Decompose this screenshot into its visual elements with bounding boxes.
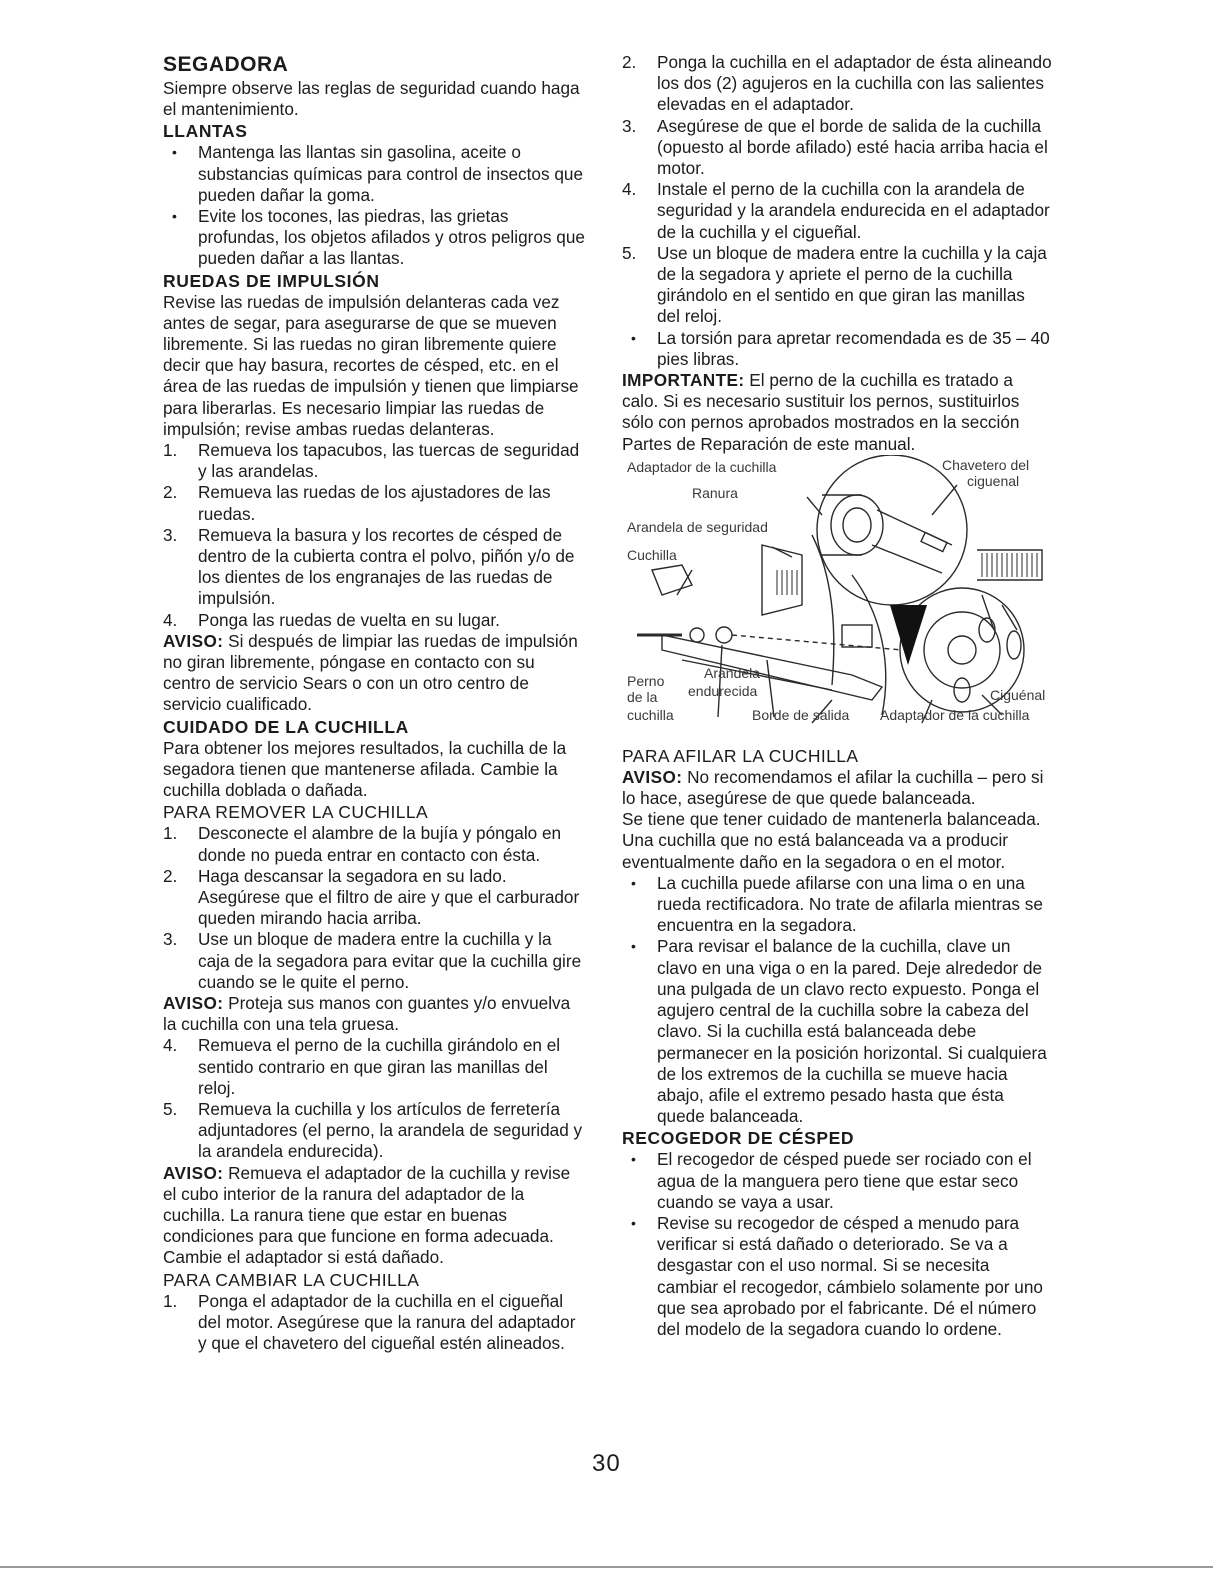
sharpen-notice [622,767,1052,809]
remove-blade-heading: PARA REMOVER LA CUCHILLA [163,802,429,823]
list-item [622,936,1052,1127]
step-number: 3. [163,929,178,950]
blade-assembly-diagram [622,455,1062,745]
ruedas-notice [163,631,586,716]
bullet-icon: • [172,144,177,161]
label-borde-salida: Borde de salida [752,706,850,723]
list-item [163,1035,586,1099]
list-item [622,116,1052,180]
list-item [163,525,586,610]
change-blade-heading: PARA CAMBIAR LA CUCHILLA [163,1269,420,1290]
label-ranura: Ranura [692,484,738,501]
notice-label: AVISO: [163,992,224,1013]
notice-text: No recomendamos el afilar la cuchilla – pero si lo hace, asegúrese de que quede balanceada. [622,766,1044,809]
step-number: 5. [622,242,637,263]
notice-label: AVISO: [163,1162,224,1183]
balance-paragraph: Se tiene que tener cuidado de mantenerla balanceada. Una cuchilla que no está balanceada va a producir eventualmente daño en la segadora o en el motor. [622,809,1041,872]
list-item [163,866,586,930]
step-text: Remueva los tapacubos, las tuercas de seguridad y las arandelas. [198,440,580,482]
list-item [622,873,1052,937]
right-column [622,52,1052,1340]
step-text: Ponga el adaptador de la cuchilla en el cigueñal del motor. Asegúrese que la ranura del adaptador y que el chavetero del cigueñal estén alineados. [198,1290,576,1353]
bullet-text: Evite los tocones, las piedras, las grietas profundas, los objetos afilados y otros peligros que pueden dañar a las llantas. [198,206,585,269]
list-item [622,243,1052,328]
label-chavetero-line2: ciguenal [967,472,1020,489]
label-perno-line2: de la [627,688,658,705]
label-adaptador-bottom: Adaptador de la cuchilla [880,706,1030,723]
list-item [622,1149,1052,1213]
bullet-text: Mantenga las llantas sin gasolina, aceite o substancias químicas para control de insectos que pueden dañar la goma. [198,142,584,205]
list-item [163,482,586,524]
step-text: Remueva el perno de la cuchilla girándolo en el sentido contrario en que giran las manillas del reloj. [198,1035,561,1098]
step-number: 1. [163,823,178,844]
step-text: Remueva la basura y los recortes de césped de dentro de la cubierta contra el polvo, piñón y/o de los dientes de los engranajes de las ruedas de impulsión. [198,524,575,609]
step-text: Remueva la cuchilla y los artículos de ferretería adjuntadores (el perno, la arandela de seguridad y la arandela endurecida). [198,1098,583,1162]
label-perno-line3: cuchilla [627,706,674,723]
step-number: 1. [163,440,178,461]
recogedor-heading: RECOGEDOR DE CÉSPED [622,1128,855,1149]
list-item [163,823,586,865]
bullet-icon: • [631,874,636,891]
important-label: IMPORTANTE: [622,370,745,391]
list-item [163,440,586,482]
step-text: Use un bloque de madera entre la cuchilla y la caja de la segadora y apriete el perno de la cuchilla girándolo en el sentido en que giran las manillas del reloj. [657,242,1047,327]
important-text: El perno de la cuchilla es tratado a calo. Si es necesario sustituir los pernos, sustituirlos sólo con pernos aprobados mostrados en la sección Partes de Reparación de este manual. [622,370,1020,454]
step-text: Remueva las ruedas de los ajustadores de las ruedas. [198,482,551,524]
label-arandela-seguridad: Arandela de seguridad [627,518,768,535]
label-cuchilla: Cuchilla [627,546,677,563]
bullet-icon: • [172,208,177,225]
list-item [163,610,586,631]
ruedas-intro: Revise las ruedas de impulsión delanteras cada vez antes de segar, para asegurarse de que se mueven libremente. Si las ruedas no giran libremente quiere decir que hay basura, recortes de césped, etc. en el área de las ruedas de impulsión y tienen que limpiarse para liberarlas. Es necesario limpiar las ruedas de impulsión; revise ambas ruedas delanteras. [163,291,579,439]
step-number: 4. [622,179,637,200]
list-item [622,52,1052,116]
bullet-icon: • [631,329,636,346]
bullet-text: Revise su recogedor de césped a menudo para verificar si está dañado o deteriorado. Se va a desgastar con el uso normal. Si se necesita cambiar el recogedor, cámbielo solamente por uno que sea aprobado por el fabricante. Dé el número del modelo de la segadora cuando lo ordene. [657,1212,1043,1339]
step-number: 2. [163,865,178,886]
step-text: Use un bloque de madera entre la cuchilla y la caja de la segadora para evitar que la cuchilla gire cuando se le quite el perno. [198,929,582,992]
step-number: 3. [163,524,178,545]
adapter-notice [163,1163,586,1269]
bullet-icon: • [631,938,636,955]
label-adaptador-top: Adaptador de la cuchilla [627,458,777,475]
list-item [163,929,586,993]
bullet-icon: • [631,1214,636,1231]
label-perno-line1: Perno [627,672,665,689]
step-number: 1. [163,1290,178,1311]
bullet-text: El recogedor de césped puede ser rociado con el agua de la manguera pero tiene que estar seco cuando se vaya a usar. [657,1149,1032,1212]
label-ciguenal: Ciguénal [990,686,1046,703]
label-arandela-endurecida-line2: endurecida [688,682,758,699]
list-item [622,328,1052,370]
notice-text: Remueva el adaptador de la cuchilla y revise el cubo interior de la ranura del adaptador de la cuchilla. La ranura tiene que estar en buenas condiciones para que funcione en forma adecuada. Cambie el adaptador si está dañado. [163,1162,571,1268]
sharpen-heading: PARA AFILAR LA CUCHILLA [622,745,859,766]
step-number: 2. [622,52,637,72]
gloves-notice [163,993,586,1035]
step-text: Desconecte el alambre de la bujía y póngalo en donde no pueda entrar en contacto con ésta. [198,823,562,865]
notice-text: Si después de limpiar las ruedas de impulsión no giran libremente, póngase en contacto con su centro de servicio Sears o con un otro centro de servicio cualificado. [163,630,578,715]
step-number: 4. [163,1035,178,1056]
ruedas-heading: RUEDAS DE IMPULSIÓN [163,270,380,291]
section-title: SEGADORA [163,53,289,76]
list-item [163,1291,586,1355]
step-number: 4. [163,609,178,630]
llantas-heading: LLANTAS [163,121,248,142]
notice-label: AVISO: [163,630,224,651]
bullet-icon: • [631,1151,636,1168]
page-number: 30 [592,1450,621,1477]
cuidado-heading: CUIDADO DE LA CUCHILLA [163,716,409,737]
bullet-text: La cuchilla puede afilarse con una lima o en una rueda rectificadora. No trate de afilarla mientras se encuentra en la segadora. [657,872,1043,936]
intro-paragraph: Siempre observe las reglas de seguridad cuando haga el mantenimiento. [163,78,580,120]
important-paragraph [622,370,1052,455]
list-item [163,1099,586,1163]
step-text: Haga descansar la segadora en su lado. Asegúrese que el filtro de aire y que el carburador queden mirando hacia arriba. [198,865,580,929]
bullet-text: La torsión para apretar recomendada es de 35 – 40 pies libras. [657,327,1050,369]
step-text: Asegúrese de que el borde de salida de la cuchilla (opuesto al borde afilado) esté hacia arriba hacia el motor. [657,115,1048,179]
step-text: Instale el perno de la cuchilla con la arandela de seguridad y la arandela endurecida en el adaptador de la cuchilla y el cigueñal. [657,179,1050,242]
step-text: Ponga las ruedas de vuelta en su lugar. [198,609,500,630]
step-number: 5. [163,1098,178,1119]
list-item [622,1213,1052,1340]
step-number: 2. [163,482,178,503]
notice-label: AVISO: [622,766,683,787]
step-number: 3. [622,115,637,136]
step-text: Ponga la cuchilla en el adaptador de ésta alineando los dos (2) agujeros en la cuchilla con las salientes elevadas en el adaptador. [657,52,1052,115]
cuidado-intro: Para obtener los mejores resultados, la cuchilla de la segadora tienen que mantenerse afilada. Cambie la cuchilla doblada o dañada. [163,737,567,801]
list-item [163,142,586,206]
label-arandela-endurecida-line1: Arandela [704,664,761,681]
left-column [163,52,586,1354]
notice-text: Proteja sus manos con guantes y/o envuelva la cuchilla con una tela gruesa. [163,992,571,1035]
bullet-text: Para revisar el balance de la cuchilla, clave un clavo en una viga o en la pared. Deje alrededor de una pulgada de un clavo recto expuesto. Ponga el agujero central de la cuchilla sobre la cabeza del clavo. Si la cuchilla está balanceada debe permanecer en la posición horizontal. Si cualquiera de los extremos de la cuchilla se mueve hacia abajo, afile el extremo pesado hasta que ésta quede balanceada. [657,936,1047,1127]
label-chavetero-line1: Chavetero del [942,456,1030,473]
list-item [622,179,1052,243]
list-item [163,206,586,270]
bottom-divider [0,1566,1213,1568]
